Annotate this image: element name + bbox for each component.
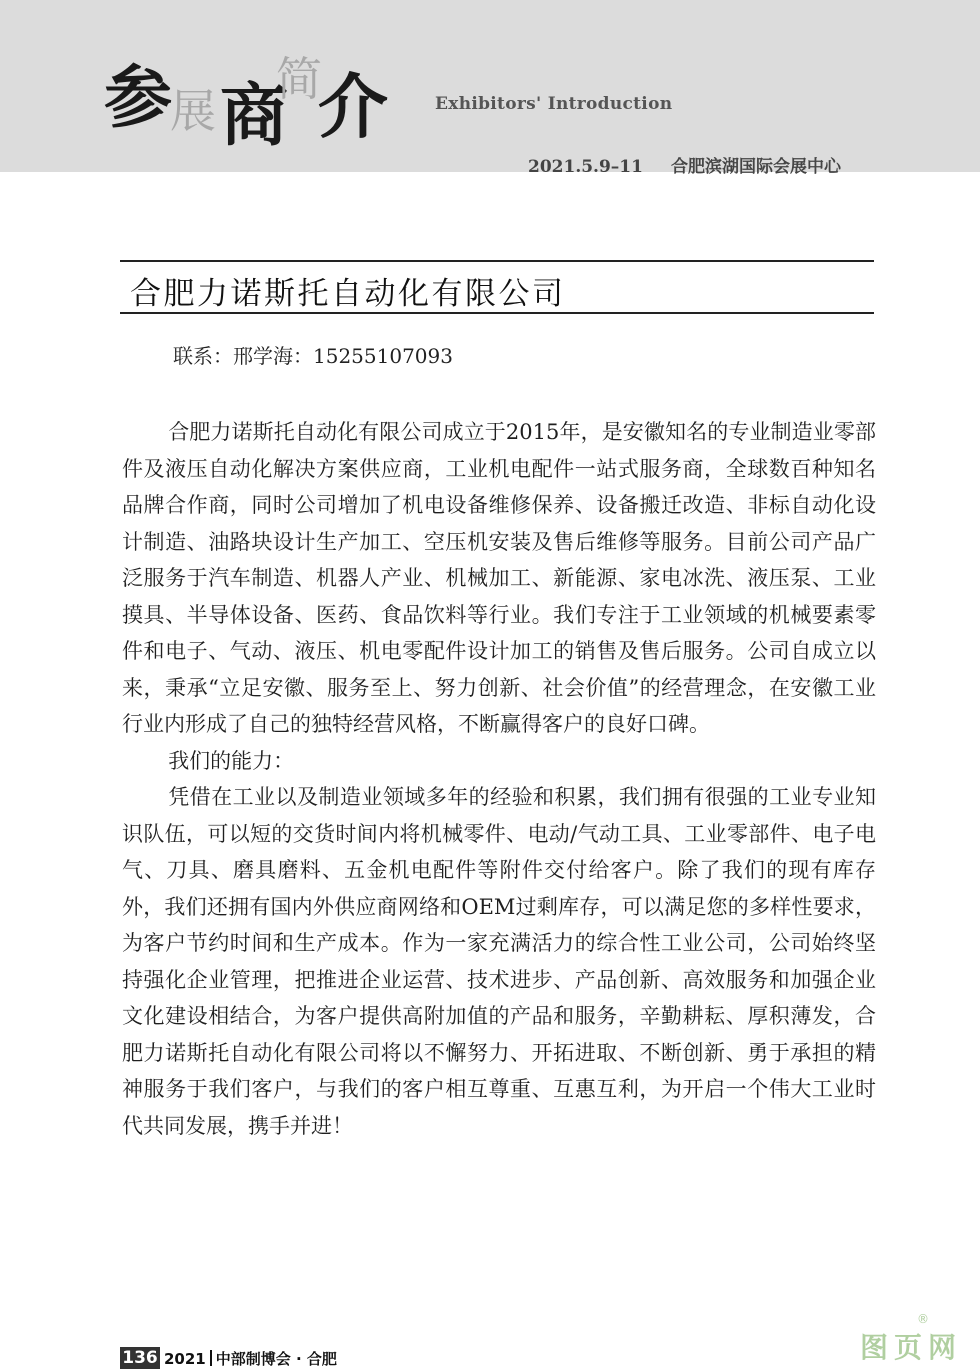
watermark: 图页网: [860, 1331, 963, 1364]
divider-bottom: [120, 312, 874, 314]
paragraph: 凭借在工业以及制造业领域多年的经验和积累，我们拥有很强的工业专业知识队伍，可以短的交货时间内将机械零件、电动/气动工具、工业零部件、电子电气、刀具、磨具磨料、五金机电配件等附件交付给客户。除了我们的现有库存外，我们还拥有国内外供应商网络和OEM过剩库存，可以满足您的多样性要求，为客户节约时间和生产成本。作为一家充满活力的综合性工业公司，公司始终坚持强化企业管理，把推进企业运营、技术进步、产品创新、高效服务和加强企业文化建设相结合，为客户提供高附加值的产品和服务，辛勤耕耘、厚积薄发，合肥力诺斯托自动化有限公司将以不懈努力、开拓进取、不断创新、勇于承担的精神服务于我们客户，与我们的客户相互尊重、互惠互利，为开启一个伟大工业时代共同发展，携手并进！: [122, 785, 876, 1138]
paragraph-heading: 我们的能力：: [168, 748, 295, 773]
event-venue: 合肥滨湖国际会展中心: [670, 157, 841, 177]
title-char: 参: [104, 58, 173, 138]
company-description: [122, 414, 876, 1144]
title-char: 商: [220, 76, 289, 156]
event-info: [528, 152, 841, 177]
title-char: 展: [170, 84, 216, 138]
section-title: [0, 0, 980, 177]
registered-mark: ®: [917, 1312, 929, 1326]
page-number: 136: [120, 1347, 160, 1369]
title-english: Exhibitors' Introduction: [435, 94, 673, 114]
event-date: 2021.5.9–11: [528, 157, 643, 177]
title-char: 介: [318, 65, 388, 148]
company-name: 合肥力诺斯托自动化有限公司: [130, 276, 566, 312]
divider-top: [120, 260, 874, 262]
footer-title: 中部制博会 · 合肥: [215, 1350, 337, 1368]
contact-line: 联系：邢学海：15255107093: [173, 344, 453, 368]
paragraph: 合肥力诺斯托自动化有限公司成立于2015年，是安徽知名的专业制造业零部件及液压自动化解决方案供应商，工业机电配件一站式服务商，全球数百种知名品牌合作商，同时公司增加了机电设备维修保养、设备搬迁改造、非标自动化设计制造、油路块设计生产加工、空压机安装及售后维修等服务。目前公司产品广泛服务于汽车制造、机器人产业、机械加工、新能源、家电冰洗、液压泵、工业摸具、半导体设备、医药、食品饮料等行业。我们专注于工业领域的机械要素零件和电子、气动、液压、机电零配件设计加工的销售及售后服务。公司自成立以来，秉承“立足安徽、服务至上、努力创新、社会价值”的经营理念，在安徽工业行业内形成了自己的独特经营风格，不断赢得客户的良好口碑。: [122, 420, 876, 736]
title-char: 简: [276, 52, 322, 106]
footer-publication: [164, 1348, 337, 1370]
footer-year: 2021: [164, 1350, 206, 1368]
footer-separator: [210, 1350, 212, 1366]
